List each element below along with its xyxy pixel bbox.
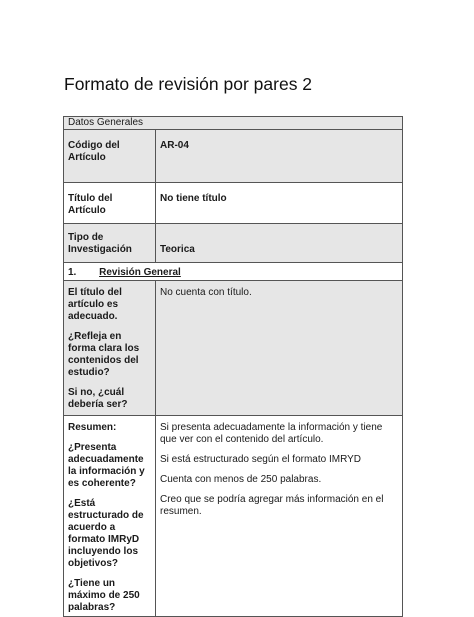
abstract-review-row [64, 416, 403, 617]
abstract-answer-3: Cuenta con menos de 250 palabras. [160, 474, 322, 485]
title-question-3: Si no, ¿cuál debería ser? [68, 387, 128, 410]
abstract-label: Resumen: [68, 422, 117, 433]
title-row [64, 183, 403, 224]
abstract-questions-cell [64, 416, 156, 617]
title-questions-cell [64, 281, 156, 416]
title-value-cell [156, 183, 403, 224]
abstract-question-1: ¿Presenta adecuadamente la información y es coherente? [68, 442, 145, 489]
abstract-answer-4: Creo que se podría agregar más información en el resumen. [160, 494, 384, 517]
review-header-cell [64, 263, 403, 281]
code-value-cell [156, 130, 403, 183]
type-label-cell [64, 224, 156, 263]
title-question-2: ¿Refleja en forma clara los contenidos del estudio? [68, 331, 140, 378]
abstract-answers-cell [156, 416, 403, 617]
page-title: Formato de revisión por pares 2 [64, 74, 313, 94]
title-value: No tiene título [160, 193, 227, 204]
title-answer-cell [156, 281, 403, 416]
review-header-row [64, 263, 403, 281]
abstract-question-3: ¿Tiene un máximo de 250 palabras? [68, 578, 140, 613]
title-review-row [64, 281, 403, 416]
code-label: Código del Artículo [68, 140, 120, 163]
title-answer: No cuenta con título. [160, 287, 252, 298]
code-value: AR-04 [160, 140, 189, 151]
type-label: Tipo de Investigación [68, 232, 132, 255]
type-value: Teorica [160, 244, 195, 255]
general-header-row [64, 117, 403, 130]
abstract-answer-1: Si presenta adecuadamente la información y tiene que ver con el contenido del artículo. [160, 422, 383, 445]
code-label-cell [64, 130, 156, 183]
type-value-cell [156, 224, 403, 263]
title-label-cell [64, 183, 156, 224]
abstract-answer-2: Si está estructurado según el formato IMRYD [160, 454, 362, 465]
general-header-label: Datos Generales [68, 117, 144, 128]
general-header-cell [64, 117, 403, 130]
type-row [64, 224, 403, 263]
code-row [64, 130, 403, 183]
review-form-table [63, 116, 403, 617]
title-question-1: El título del artículo es adecuado. [68, 287, 122, 322]
title-label: Título del Artículo [68, 193, 113, 216]
abstract-question-2: ¿Está estructurado de acuerdo a formato IMRyD incluyendo los objetivos? [68, 498, 144, 569]
section-title: Revisión General [99, 267, 181, 278]
section-number: 1. [68, 267, 77, 278]
